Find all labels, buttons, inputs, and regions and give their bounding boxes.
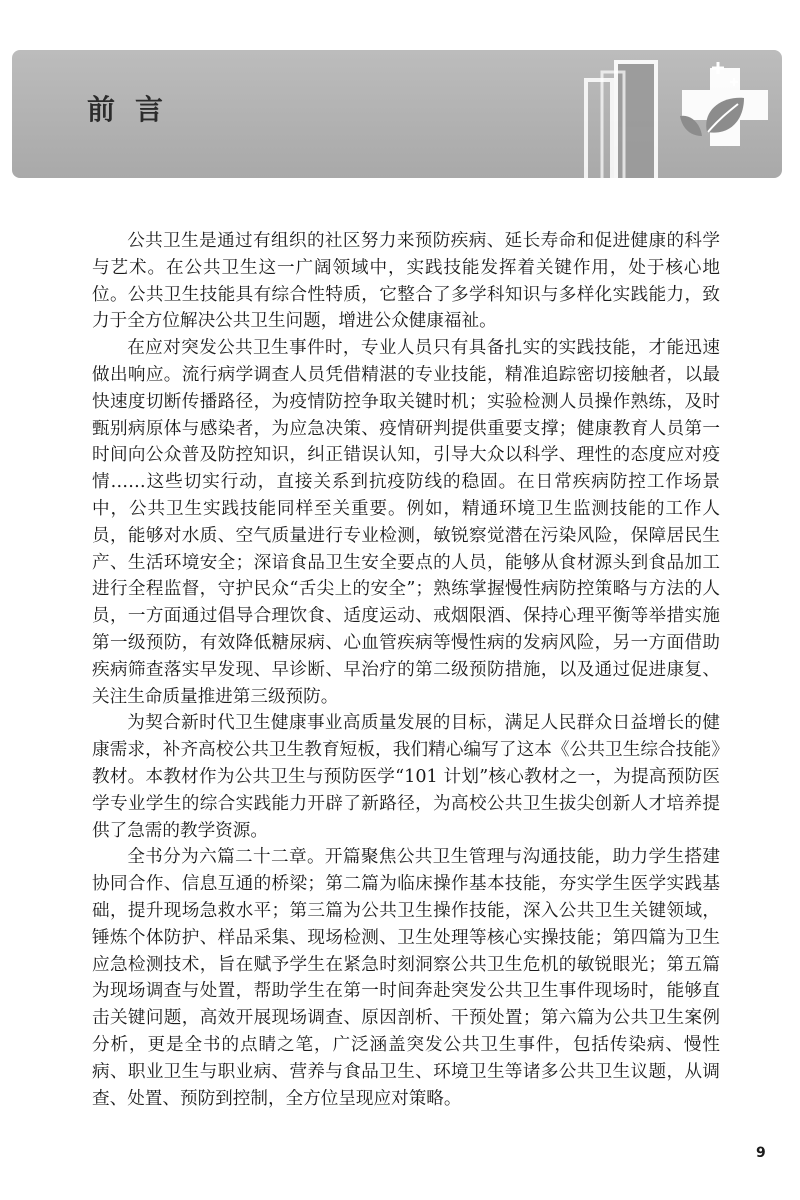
page-title: 前言 [87, 93, 184, 126]
header-banner [12, 50, 782, 178]
preface-body [92, 228, 720, 1112]
paragraph: 为契合新时代卫生健康事业高质量发展的目标，满足人民群众日益增长的健康需求，补齐高校公共卫生教育短板，我们精心编写了这本《公共卫生综合技能》教材。本教材作为公共卫生与预防医学“101 计划”核心教材之一，为提高预防医学专业学生的综合实践能力开辟了新路径，为高校公共卫生拔尖创新人才培养提供了急需的教学资源。 [92, 713, 720, 841]
paragraph: 全书分为六篇二十二章。开篇聚焦公共卫生管理与沟通技能，助力学生搭建协同合作、信息互通的桥梁；第二篇为临床操作基本技能，夯实学生医学实践基础，提升现场急救水平；第三篇为公共卫生操作技能，深入公共卫生关键领域，锤炼个体防护、样品采集、现场检测、卫生处理等核心实操技能；第四篇为卫生应急检测技术，旨在赋予学生在紧急时刻洞察公共卫生危机的敏锐眼光；第五篇为现场调查与处置，帮助学生在第一时间奔赴突发公共卫生事件现场时，能够直击关键问题，高效开展现场调查、原因剖析、干预处置；第六篇为公共卫生案例分析，更是全书的点睛之笔，广泛涵盖突发公共卫生事件，包括传染病、慢性病、职业卫生与职业病、营养与食品卫生、环境卫生等诸多公共卫生议题，从调查、处置、预防到控制，全方位呈现应对策略。 [92, 847, 720, 1109]
paragraph: 在应对突发公共卫生事件时，专业人员只有具备扎实的实践技能，才能迅速做出响应。流行病学调查人员凭借精湛的专业技能，精准追踪密切接触者，以最快速度切断传播路径，为疫情防控争取关键时机；实验检测人员操作熟练，及时甄别病原体与感染者，为应急决策、疫情研判提供重要支撑；健康教育人员第一时间向公众普及防控知识，纠正错误认知，引导大众以科学、理性的态度应对疫情……这些切实行动，直接关系到抗疫防线的稳固。在日常疾病防控工作场景中，公共卫生实践技能同样至关重要。例如，精通环境卫生监测技能的工作人员，能够对水质、空气质量进行专业检测，敏锐察觉潜在污染风险，保障居民生产、生活环境安全；深谙食品卫生安全要点的人员，能够从食材源头到食品加工进行全程监督，守护民众“舌尖上的安全”；熟练掌握慢性病防控策略与方法的人员，一方面通过倡导合理饮食、适度运动、戒烟限酒、保持心理平衡等举措实施第一级预防，有效降低糖尿病、心血管疾病等慢性病的发病风险，另一方面借助疾病筛查落实早发现、早诊断、早治疗的第二级预防措施，以及通过促进康复、关注生命质量推进第三级预防。 [92, 338, 720, 707]
paragraph: 公共卫生是通过有组织的社区努力来预防疾病、延长寿命和促进健康的科学与艺术。在公共卫生这一广阔领域中，实践技能发挥着关键作用，处于核心地位。公共卫生技能具有综合性特质，它整合了多学科知识与多样化实践能力，致力于全方位解决公共卫生问题，增进公众健康福祉。 [92, 231, 720, 332]
medical-cross-leaf-icon [572, 50, 782, 178]
page-number: 9 [756, 1145, 766, 1161]
